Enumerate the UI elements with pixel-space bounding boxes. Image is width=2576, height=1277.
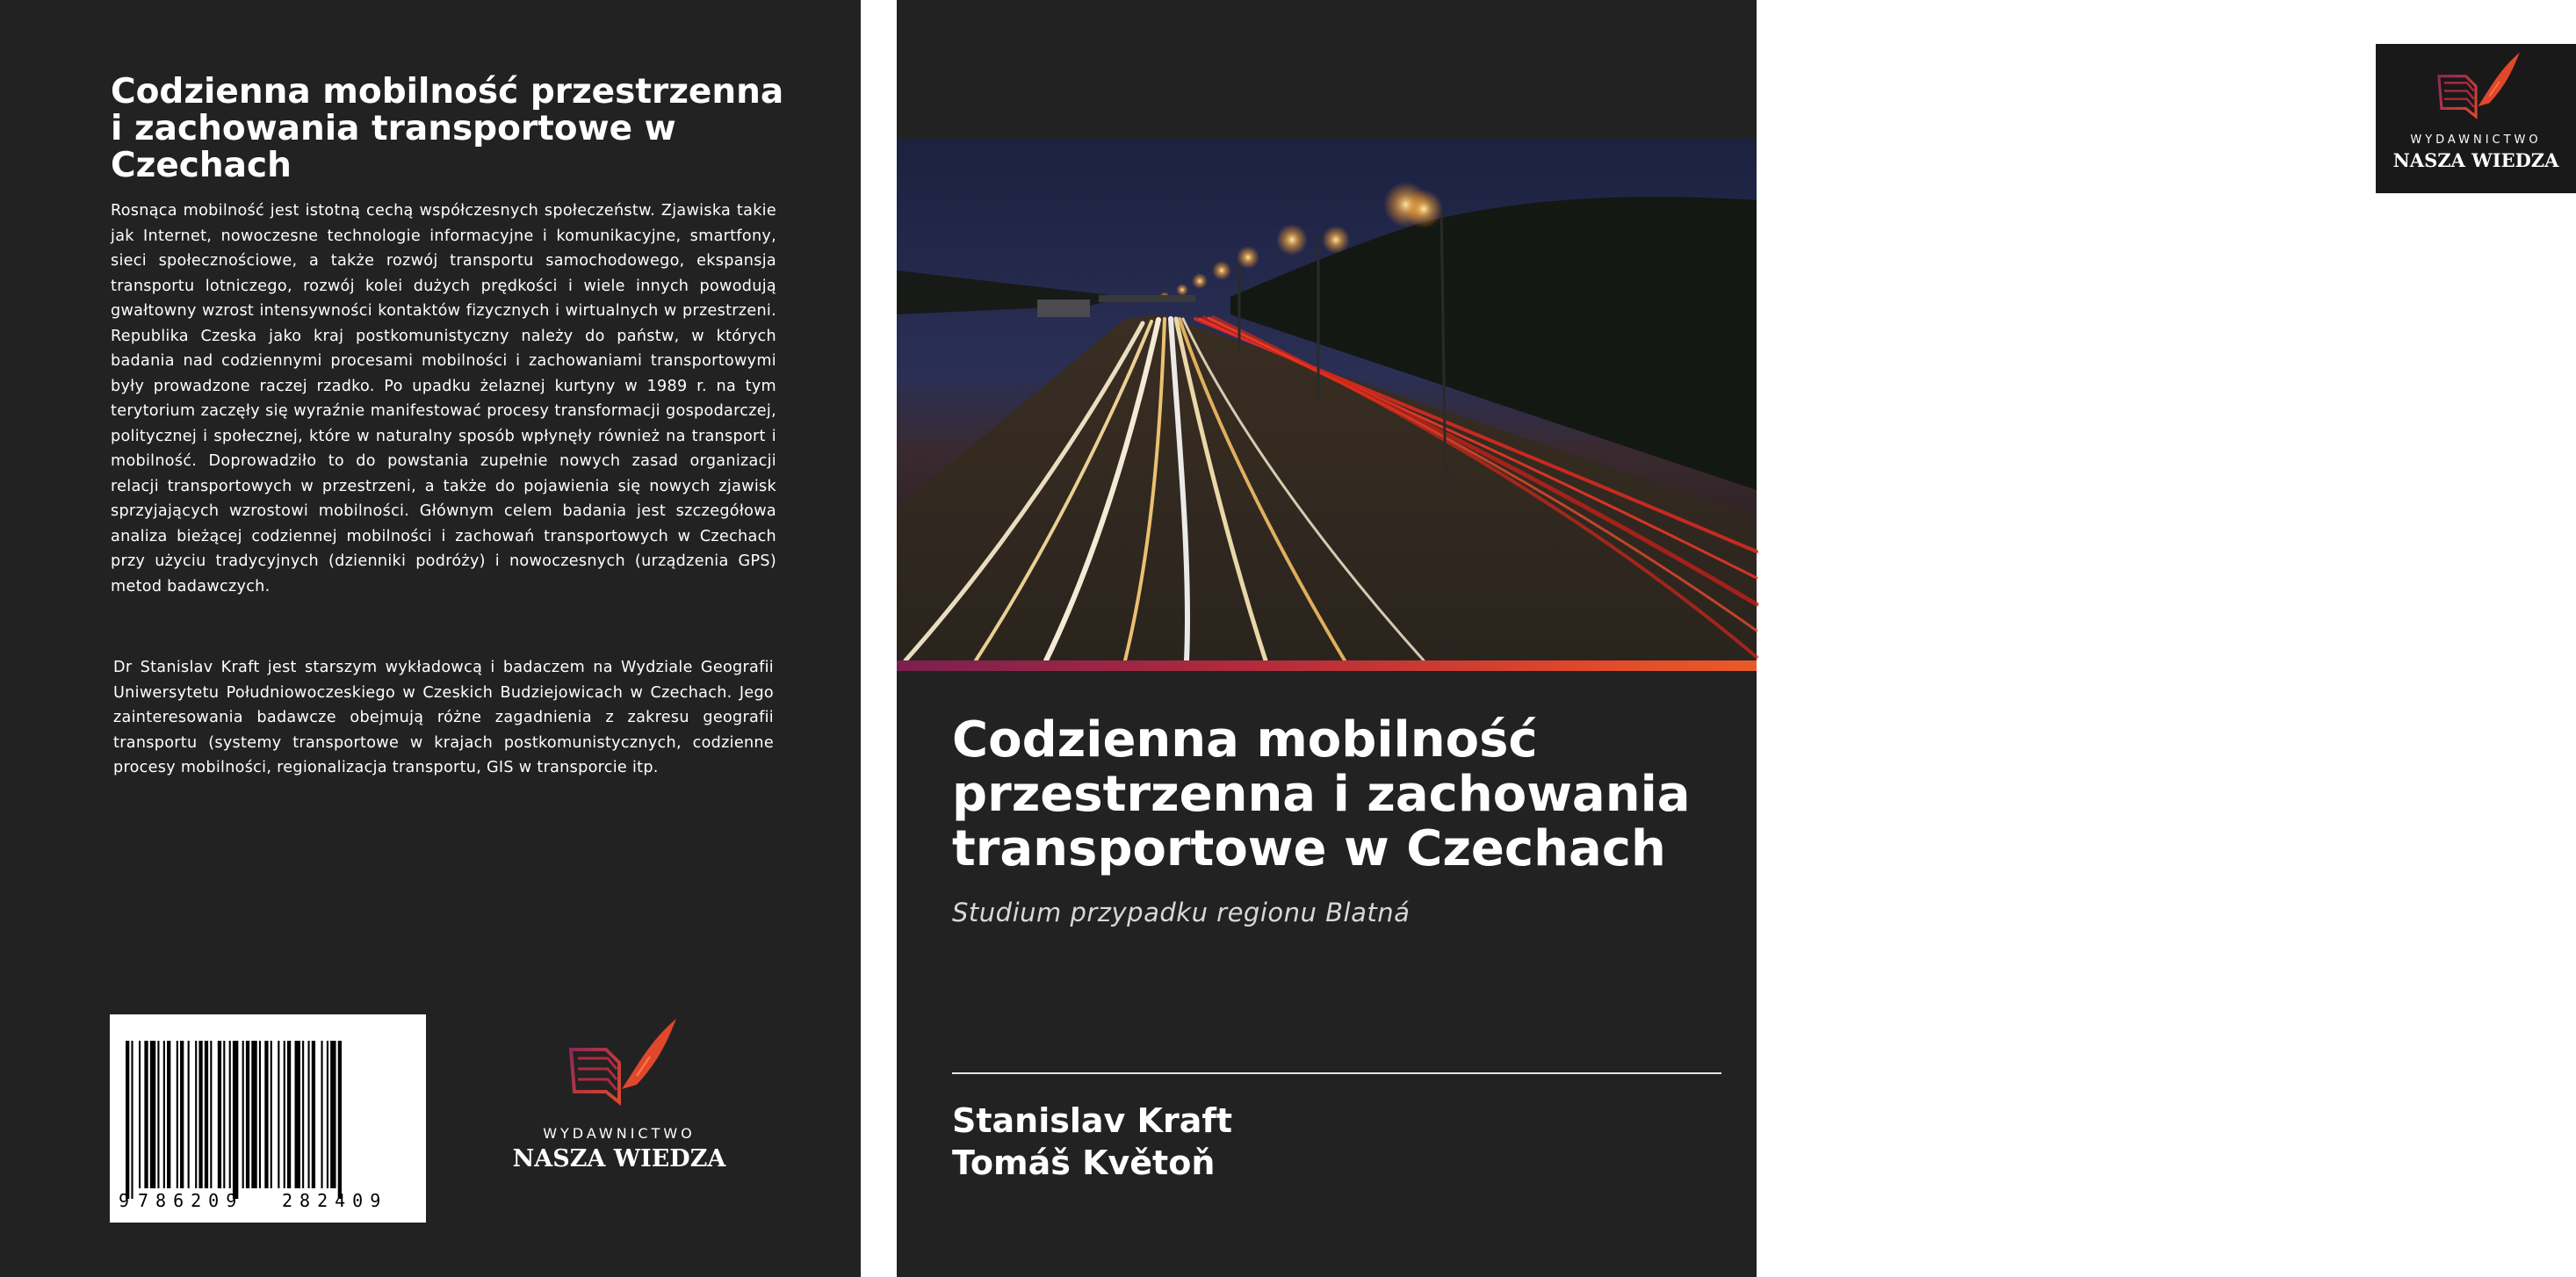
barcode-bar: [144, 1041, 148, 1188]
isbn-barcode: [110, 1014, 426, 1223]
barcode-bar: [205, 1041, 208, 1188]
barcode-bar: [198, 1041, 202, 1188]
barcode-bar: [338, 1041, 342, 1199]
barcode-bar: [295, 1041, 300, 1188]
publisher-logo-back: [501, 1014, 738, 1190]
barcode-bar: [233, 1041, 238, 1199]
isbn-digits: [110, 1190, 426, 1216]
barcode-bar: [284, 1041, 285, 1188]
front-cover-title: [952, 713, 1743, 877]
barcode-bar: [180, 1041, 184, 1188]
book-quill-icon: [2423, 49, 2529, 130]
publisher-logo-front: [2376, 44, 2576, 193]
author-divider: [952, 1072, 1721, 1074]
barcode-bar: [259, 1041, 261, 1188]
publisher-label-big: NASZA WIEDZA: [512, 1145, 726, 1172]
barcode-bar: [330, 1041, 336, 1188]
front-title-line-2: przestrzenna i zachowania: [952, 766, 1691, 823]
barcode-bar: [195, 1041, 197, 1188]
barcode-bar: [287, 1041, 291, 1188]
highway-night-photo: [897, 139, 1757, 660]
barcode-bar: [177, 1041, 178, 1188]
accent-stripe: [897, 660, 1757, 671]
barcode-bar: [157, 1041, 159, 1188]
publisher-label-small: WYDAWNICTWO: [2410, 133, 2542, 147]
barcode-bar: [210, 1041, 212, 1188]
barcode-bars: [110, 1014, 426, 1194]
publisher-label-small: WYDAWNICTWO: [543, 1125, 696, 1142]
barcode-bar: [242, 1041, 244, 1188]
barcode-bar: [126, 1041, 129, 1199]
barcode-bar: [163, 1041, 165, 1188]
barcode-bar: [302, 1041, 304, 1188]
author-name-2: Tomáš Květoň: [952, 1144, 1216, 1182]
barcode-bar: [150, 1041, 155, 1188]
barcode-bar: [223, 1041, 225, 1188]
author-bio: Dr Stanislav Kraft jest starszym wykładowcą i badaczem na Wydziale Geografii Uniwersytetu Południowoczeskiego w Czeskich Budziejowicach w Czechach. Jego zainteresowania badawcze obejmują różne zagadnienia z zakresu geografii transportu (systemy transportowe w krajach postkomunistycznych, codzienne procesy mobilności, regionalizacja transportu, GIS w transporcie itp.: [113, 659, 774, 776]
highway-light-trails-image: [897, 139, 1757, 660]
barcode-bar: [278, 1041, 279, 1188]
barcode-bar: [131, 1041, 133, 1199]
back-cover-blurb: Rosnąca mobilność jest istotną cechą współczesnych społeczeństw. Zjawiska takie jak Internet, nowoczesne technologie informacyjne i komunikacyjne, smartfony, sieci społecznościowe, a także rozwój transportu samochodowego, ekspansja transportu lotniczego, rozwój kolei dużych prędkości i wiele innych powodują gwałtowny wzrost intensywności kontaktów fizycznych i wirtualnych w przestrzeni. Republika Czeska jako kraj postkomunistyczny należy do państw, w których badania nad codziennymi procesami mobilności i zachowaniami transportowymi były prowadzone raczej rzadko. Po upadku żelaznej kurtyny w 1989 r. na tym terytorium zaczęły się wyraźnie manifestować procesy transformacji gospodarczej, politycznej i społecznej, które w naturalny sposób wpłynęły również na transport i mobilność. Doprowadziło to do powstania zupełnie nowych zasad organizacji relacji transportowych w przestrzeni, a także do pojawienia się nowych zjawisk sprzyjających wzrostowi mobilności. Głównym celem badania jest szczegółowa analiza bieżącej codziennej mobilności i zachowań transportowych w Czechach przy użyciu tradycyjnych (dzienniki podróży) i nowoczesnych (urządzenia GPS) metod badawczych.: [111, 202, 776, 595]
barcode-bar: [327, 1041, 328, 1188]
isbn-digit-group-right: 282409: [282, 1190, 388, 1211]
back-cover: [0, 0, 861, 1277]
front-cover: [897, 0, 2559, 1277]
barcode-bar: [139, 1041, 141, 1188]
barcode-bar: [218, 1041, 221, 1188]
barcode-bar: [321, 1041, 322, 1188]
barcode-bar: [271, 1041, 272, 1188]
barcode-bar: [307, 1041, 309, 1188]
front-title-line-1: Codzienna mobilność: [952, 711, 1538, 768]
book-quill-icon: [553, 1014, 685, 1120]
barcode-bar: [229, 1041, 231, 1188]
isbn-digit-first: 9: [119, 1190, 130, 1211]
front-cover-subtitle: Studium przypadku regionu Blatná: [952, 898, 1411, 927]
barcode-bar: [312, 1041, 315, 1188]
barcode-bar: [264, 1041, 268, 1188]
barcode-bar: [246, 1041, 249, 1188]
barcode-bar: [167, 1041, 170, 1188]
isbn-digit-group-left: 786209: [138, 1190, 244, 1211]
back-cover-title: Codzienna mobilność przestrzenna i zachowania transportowe w Czechach: [111, 72, 784, 185]
publisher-label-big: NASZA WIEDZA: [2392, 149, 2559, 171]
front-title-line-3: transportowe w Czechach: [952, 820, 1666, 877]
barcode-bar: [251, 1041, 256, 1188]
author-name-1: Stanislav Kraft: [952, 1101, 1233, 1140]
barcode-bar: [188, 1041, 190, 1188]
